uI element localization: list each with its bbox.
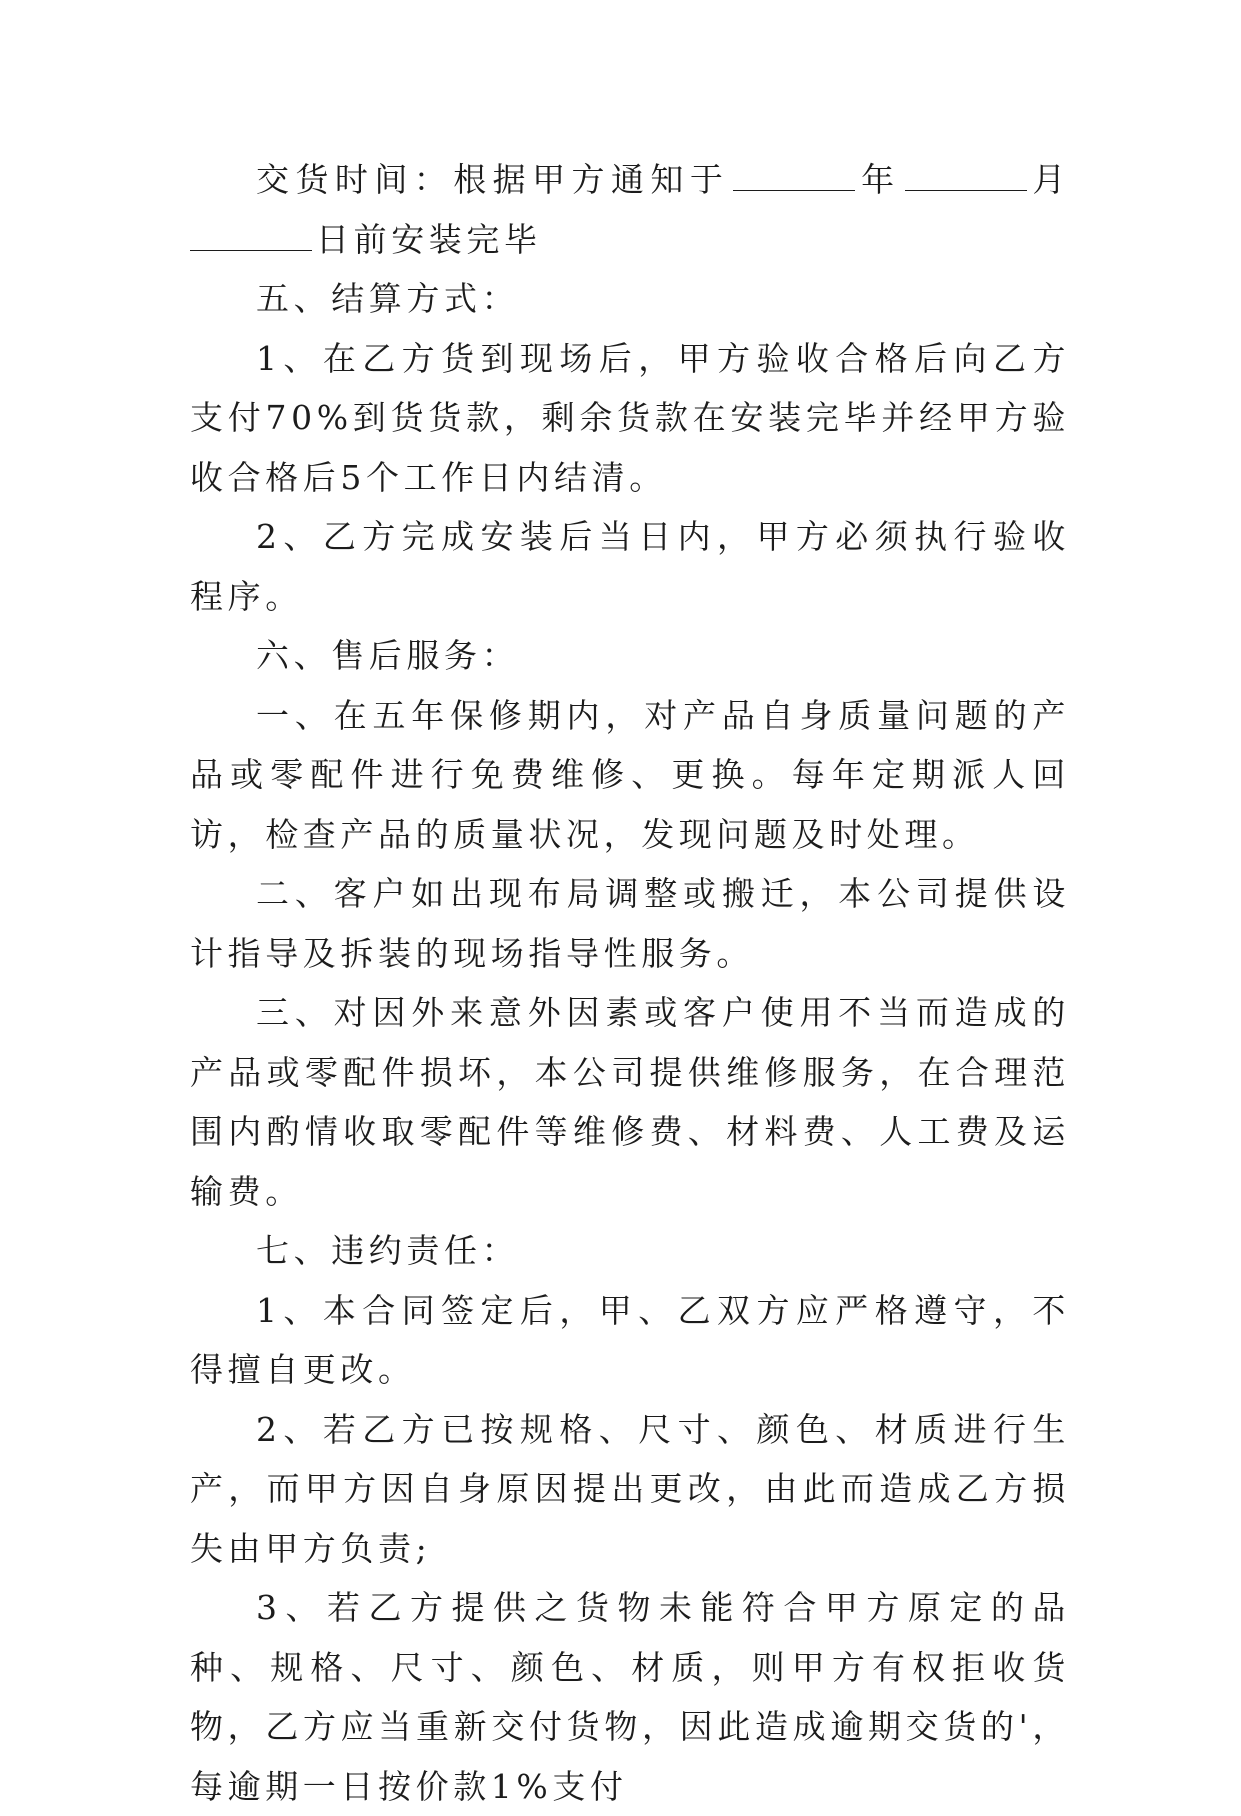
settlement-clause-2: 2、乙方完成安装后当日内，甲方必须执行验收程序。 [190, 517, 1070, 616]
year-label: 年 [859, 160, 901, 199]
section-heading-liability: 七、违约责任： [256, 1231, 520, 1270]
settlement-clause-1: 1、在乙方货到现场后，甲方验收合格后向乙方支付70%到货货款，剩余货款在安装完毕并经甲方验收合格后5个工作日内结清。 [190, 338, 1070, 497]
day-blank [190, 224, 312, 251]
delivery-time-paragraph [190, 150, 1070, 269]
section-heading-settlement: 五、结算方式： [256, 279, 520, 318]
liability-clause-1: 1、本合同签定后，甲、乙双方应严格遵守，不得擅自更改。 [190, 1290, 1070, 1389]
liability-clause-2: 2、若乙方已按规格、尺寸、颜色、材质进行生产，而甲方因自身原因提出更改，由此而造成乙方损失由甲方负责; [190, 1409, 1070, 1568]
month-blank [905, 164, 1027, 191]
delivery-prefix: 交货时间：根据甲方通知于 [256, 160, 730, 199]
after-sales-clause-1: 一、在五年保修期内，对产品自身质量问题的产品或零配件进行免费维修、更换。每年定期派人回访，检查产品的质量状况，发现问题及时处理。 [190, 695, 1070, 854]
after-sales-clause-3: 三、对因外来意外因素或客户使用不当而造成的产品或零配件损坏，本公司提供维修服务，在合理范围内酌情收取零配件等维修费、材料费、人工费及运输费。 [190, 993, 1070, 1211]
section-heading-after-sales: 六、售后服务： [256, 636, 520, 675]
liability-clause-3: 3、若乙方提供之货物未能符合甲方原定的品种、规格、尺寸、颜色、材质，则甲方有权拒收货物，乙方应当重新交付货物，因此造成逾期交货的'，每逾期一日按价款1%支付 [190, 1588, 1070, 1806]
document-body [190, 150, 1070, 1816]
after-sales-clause-2: 二、客户如出现布局调整或搬迁，本公司提供设计指导及拆装的现场指导性服务。 [190, 874, 1070, 973]
delivery-suffix: 日前安装完毕 [316, 219, 542, 259]
month-label: 月 [1030, 160, 1070, 199]
year-blank [733, 164, 855, 191]
